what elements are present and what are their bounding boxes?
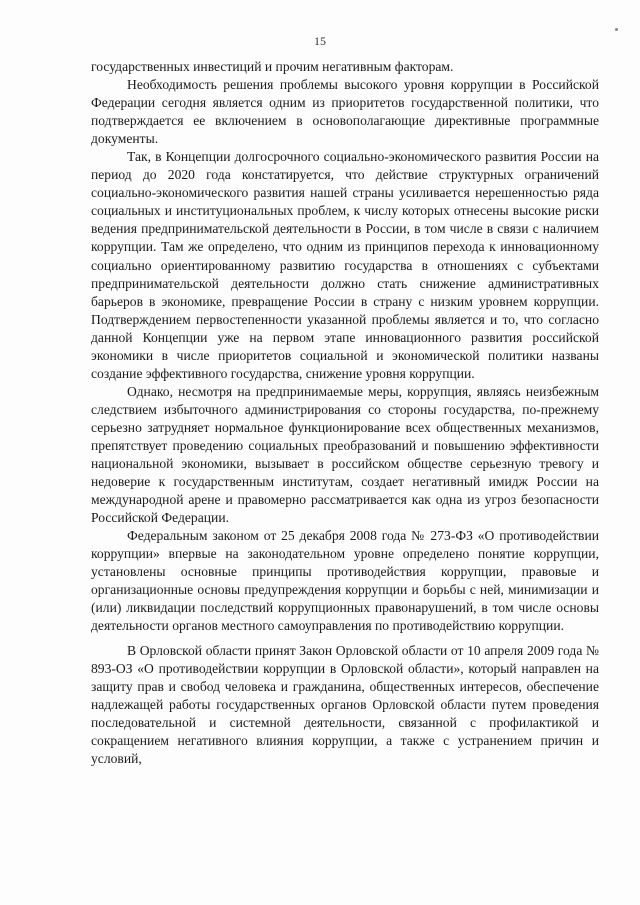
- paragraph: Так, в Концепции долгосрочного социально-экономического развития России на период до 2020 года констатируется, что действие структурных ограничений социально-экономического развития нашей страны усиливается нерешенностью ряда социальных и институциональных проблем, к числу которых отнесены высокие риски ведения предпринимательской деятельности в России, в том числе в связи с наличием коррупции. Там же определено, что одним из принципов перехода к инновационному социально ориентированному развитию государства в отношениях с субъектами предпринимательской деятельности должно стать снижение административных барьеров в экономике, превращение России в страну с низким уровнем коррупции. Подтверждением первостепенности указанной проблемы является и то, что согласно данной Концепции уже на первом этапе инновационного развития российской экономики в числе приоритетов социальной и экономической политики названы создание эффективного государства, снижение уровня коррупции.: [91, 149, 599, 381]
- paragraph-continuation: государственных инвестиций и прочим негативным факторам.: [91, 59, 454, 74]
- paragraph: Федеральным законом от 25 декабря 2008 года № 273-ФЗ «О противодействии коррупции» впервые на законодательном уровне определено понятие коррупции, установлены основные принципы противодействия коррупции, правовые и организационные основы предупреждения коррупции и борьбы с ней, минимизации и (или) ликвидации последствий коррупционных правонарушений, в том числе основы деятельности органов местного самоуправления по противодействию коррупции.: [91, 528, 599, 634]
- paragraph: Необходимость решения проблемы высокого уровня коррупции в Российской Федерации сегодня является одним из приоритетов государственной политики, что подтверждается ее включением в основополагающие директивные программные документы.: [91, 77, 599, 147]
- scan-dot: [615, 28, 618, 31]
- paragraph: Однако, несмотря на предпринимаемые меры, коррупция, являясь неизбежным следствием избыточного администрирования со стороны государства, по-прежнему серьезно затрудняет нормальное функционирование всех общественных механизмов, препятствует проведению социальных преобразований и повышению эффективности национальной экономики, вызывает в российском обществе серьезную тревогу и недоверие к государственным институтам, создает негативный имидж России на международной арене и правомерно рассматривается как одна из угроз безопасности Российской Федерации.: [91, 383, 599, 526]
- document-body: [91, 58, 599, 768]
- paragraph: В Орловской области принят Закон Орловской области от 10 апреля 2009 года № 893-ОЗ «О противодействии коррупции в Орловской области», который направлен на защиту прав и свобод человека и гражданина, общественных интересов, обеспечение надлежащей работы государственных органов Орловской области путем проведения последовательной и системной деятельности, связанной с профилактикой и сокращением негативного влияния коррупции, а также с устранением причин и условий,: [91, 642, 599, 766]
- page-number: 15: [314, 34, 326, 48]
